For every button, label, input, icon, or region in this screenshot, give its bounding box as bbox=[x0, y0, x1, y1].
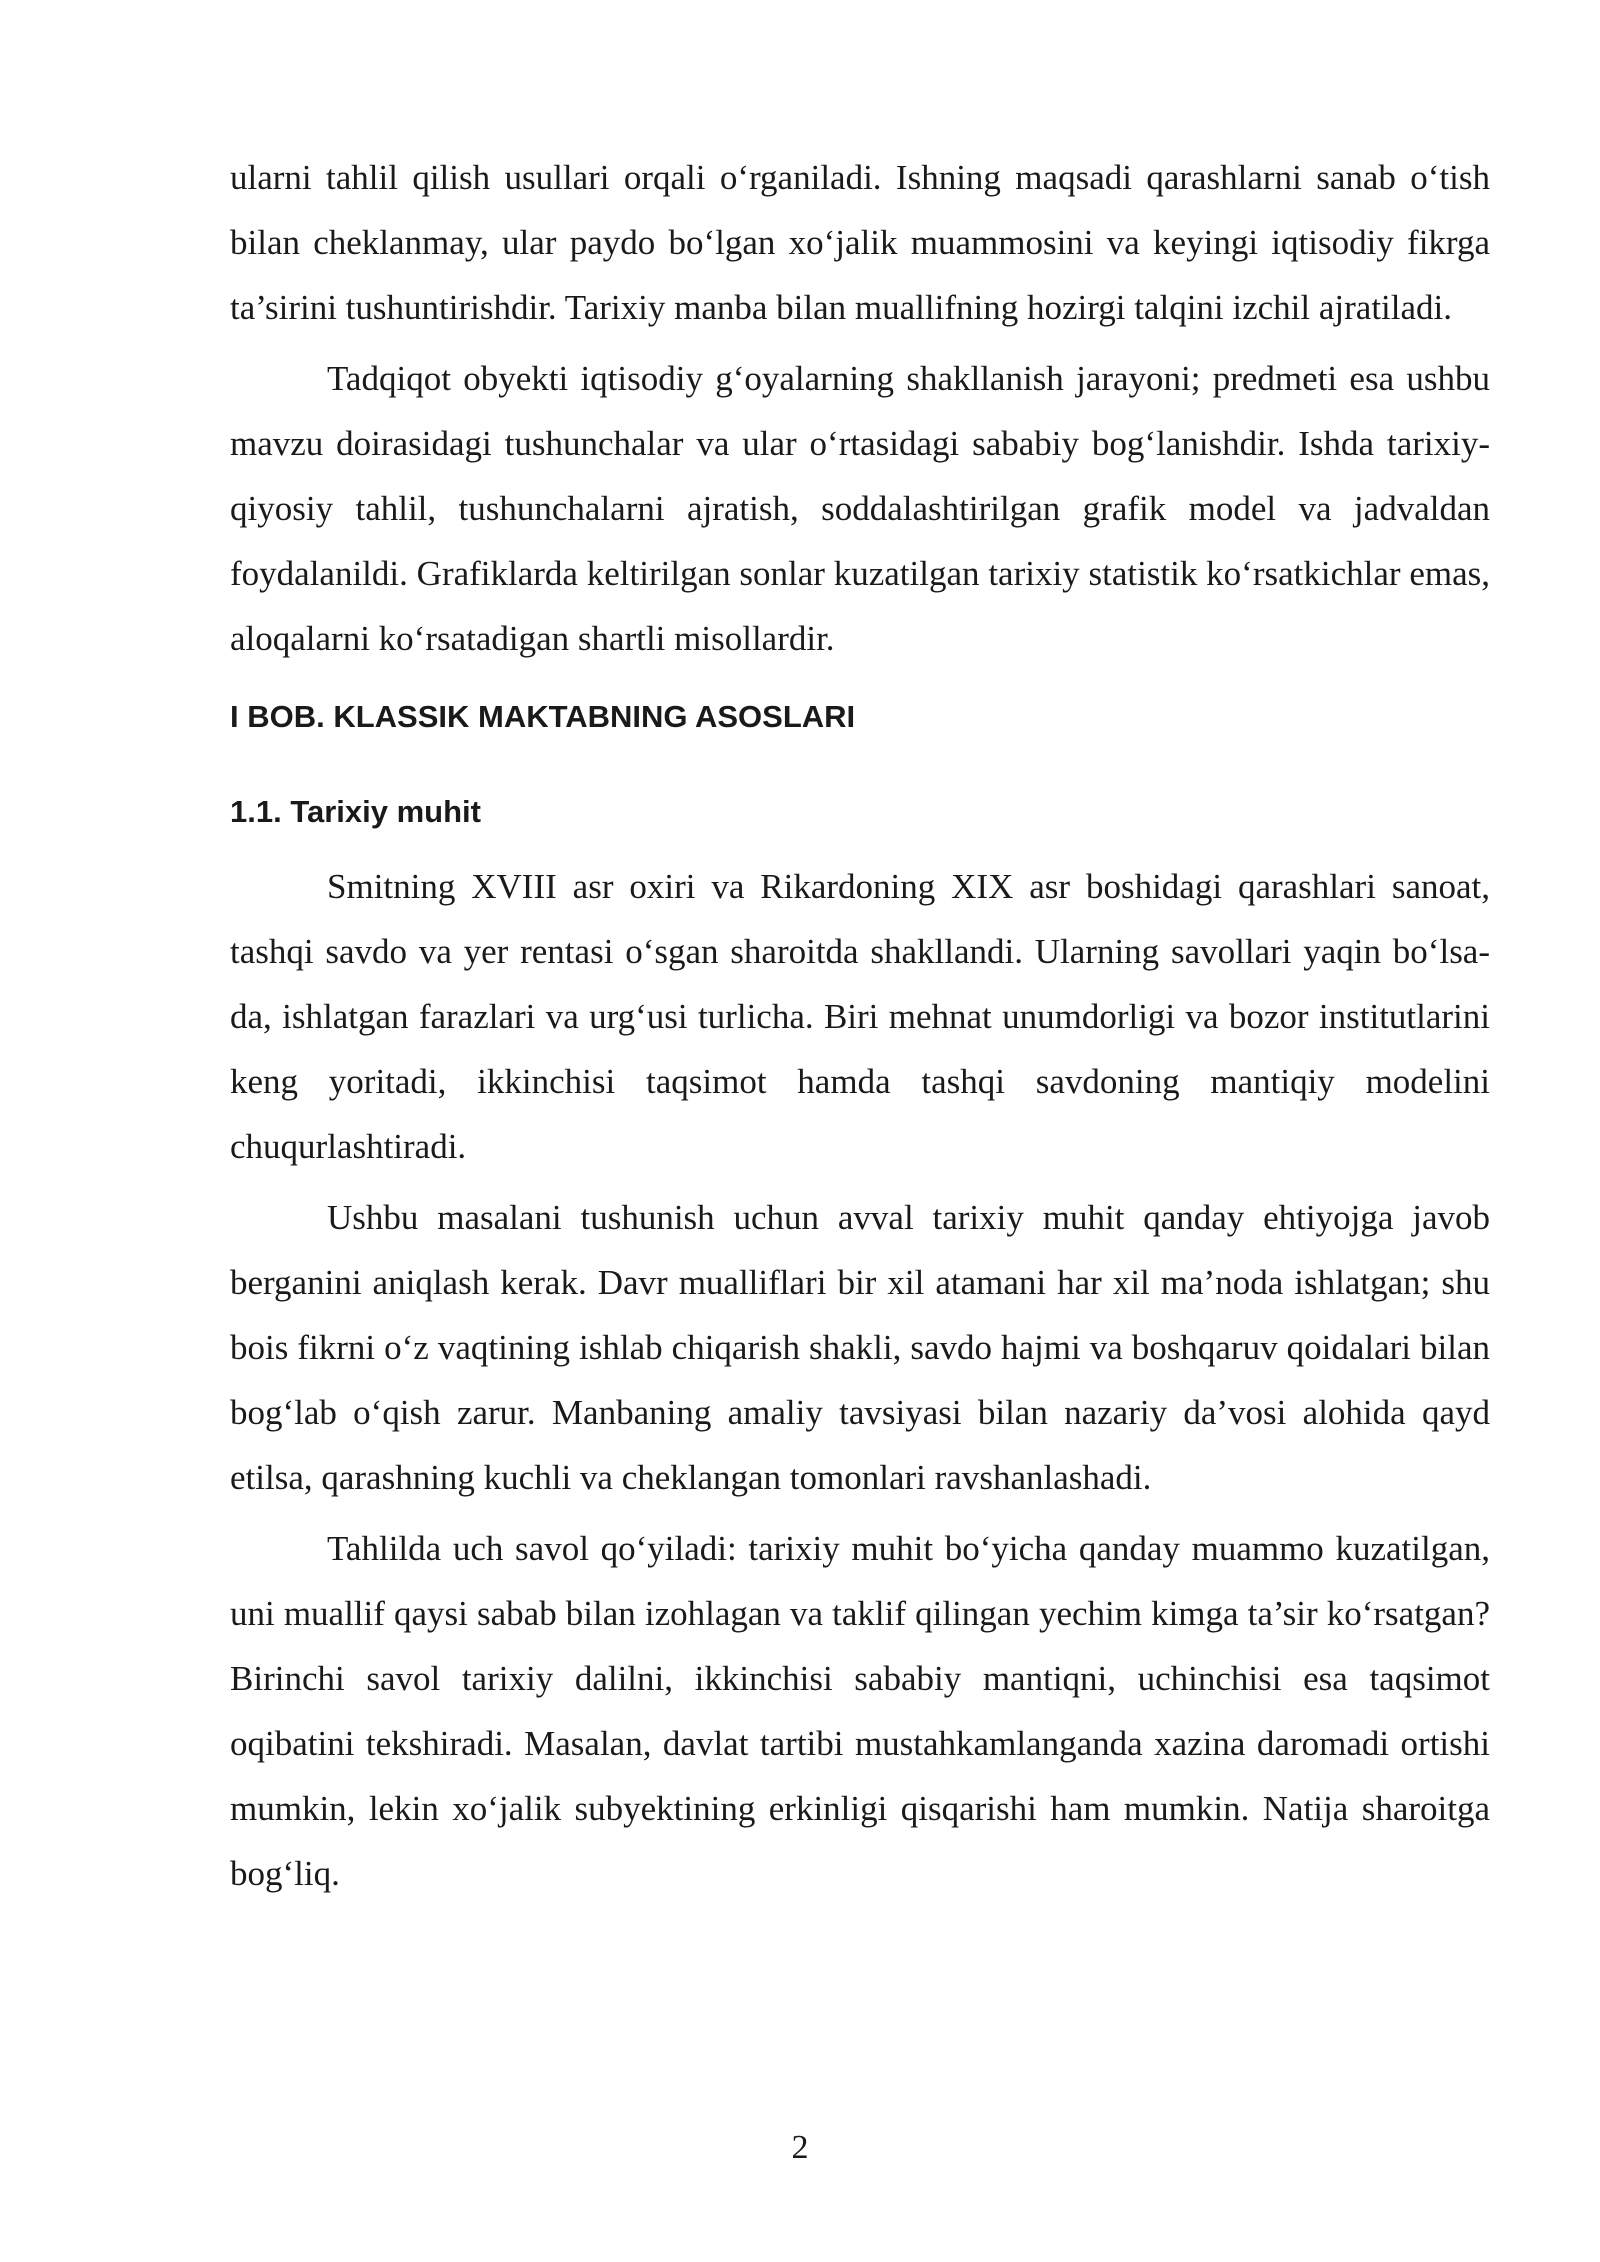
section-paragraph-3: Tahlilda uch savol qo‘yiladi: tarixiy muhit bo‘yicha qanday muammo kuzatilgan, uni muallif qaysi sabab bilan izohlagan va taklif qilingan yechim kimga ta’sir ko‘rsatgan? Birinchi savol tarixiy dalilni, ikkinchisi sababiy mantiqni, uchinchisi esa taqsimot oqibatini tekshiradi. Masalan, davlat tartibi mustahkamlanganda xazina daromadi ortishi mumkin, lekin xo‘jalik subyektining erkinligi qisqarishi ham mumkin. Natija sharoitga bog‘liq. bbox=[230, 1529, 1490, 1893]
section-heading: 1.1. Tarixiy muhit bbox=[230, 794, 481, 829]
chapter-heading: I BOB. KLASSIK MAKTABNING ASOSLARI bbox=[230, 699, 856, 734]
page-content bbox=[230, 145, 1490, 1912]
section-paragraph-2: Ushbu masalani tushunish uchun avval tarixiy muhit qanday ehtiyojga javob berganini aniqlash kerak. Davr mualliflari bir xil atamani har xil ma’noda ishlatgan; shu bois fikrni o‘z vaqtining ishlab chiqarish shakli, savdo hajmi va boshqaruv qoidalari bilan bog‘lab o‘qish zarur. Manbaning amaliy tavsiyasi bilan nazariy da’vosi alohida qayd etilsa, qarashning kuchli va cheklangan tomonlari ravshanlashadi. bbox=[230, 1198, 1490, 1497]
intro-paragraph-2: Tadqiqot obyekti iqtisodiy g‘oyalarning shakllanish jarayoni; predmeti esa ushbu mavzu doirasidagi tushunchalar va ular o‘rtasidagi sababiy bog‘lanishdir. Ishda tarixiy-qiyosiy tahlil, tushunchalarni ajratish, soddalashtirilgan grafik model va jadvaldan foydalanildi. Grafiklarda keltirilgan sonlar kuzatilgan tarixiy statistik ko‘rsatkichlar emas, aloqalarni ko‘rsatadigan shartli misollardir. bbox=[230, 359, 1490, 658]
section-paragraph-1: Smitning XVIII asr oxiri va Rikardoning XIX asr boshidagi qarashlari sanoat, tashqi savdo va yer rentasi o‘sgan sharoitda shakllandi. Ularning savollari yaqin bo‘lsa-da, ishlatgan farazlari va urg‘usi turlicha. Biri mehnat unumdorligi va bozor institutlarini keng yoritadi, ikkinchisi taqsimot hamda tashqi savdoning mantiqiy modelini chuqurlashtiradi. bbox=[230, 867, 1490, 1166]
intro-paragraph-1: ularni tahlil qilish usullari orqali o‘rganiladi. Ishning maqsadi qarashlarni sanab o‘tish bilan cheklanmay, ular paydo bo‘lgan xo‘jalik muammosini va keyingi iqtisodiy fikrga ta’sirini tushuntirishdir. Tarixiy manba bilan muallifning hozirgi talqini izchil ajratiladi. bbox=[230, 158, 1490, 327]
page-number: 2 bbox=[791, 2129, 809, 2166]
